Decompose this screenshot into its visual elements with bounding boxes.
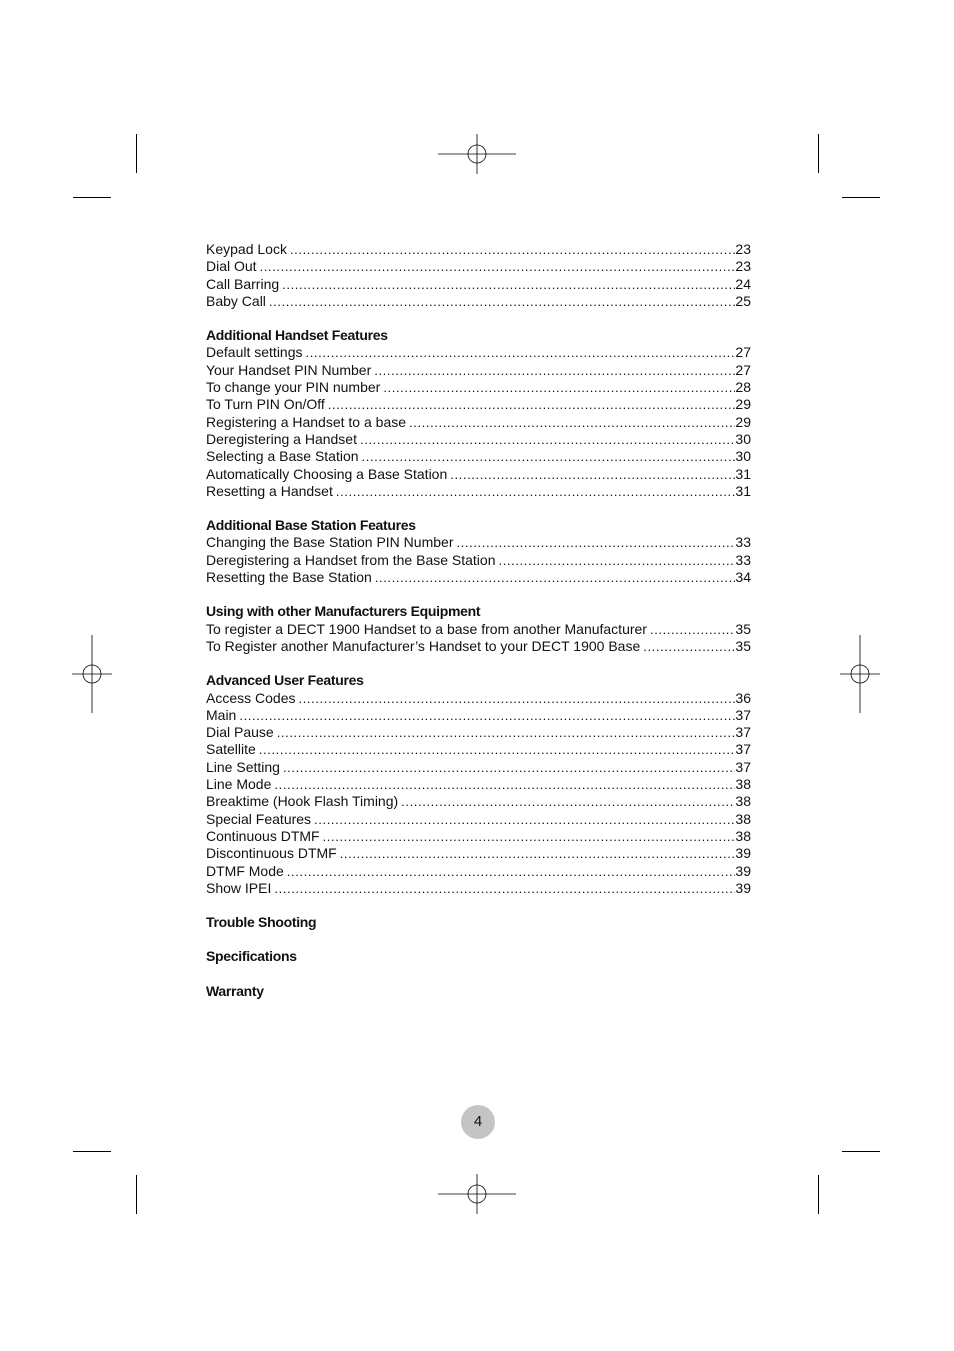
- dot-leader: [336, 483, 736, 500]
- toc-entry[interactable]: [206, 690, 751, 707]
- dot-leader: [239, 707, 735, 724]
- crop-mark: [73, 197, 111, 198]
- toc-entry-page: 38: [735, 810, 751, 827]
- toc-entry-label: DTMF Mode: [206, 862, 284, 879]
- toc-entry-page: 25: [735, 292, 751, 309]
- section-heading[interactable]: Advanced User Features: [206, 672, 364, 689]
- crop-mark: [818, 1175, 819, 1214]
- dot-leader: [456, 534, 735, 551]
- toc-entry-page: 36: [735, 689, 751, 706]
- toc-entry[interactable]: [206, 793, 751, 810]
- dot-leader: [383, 379, 735, 396]
- toc-entry-page: 29: [735, 413, 751, 430]
- dot-leader: [360, 431, 735, 448]
- toc-entry-page: 23: [735, 241, 751, 257]
- dot-leader: [323, 828, 736, 845]
- toc-entry-label: Show IPEI: [206, 879, 272, 896]
- toc-section-advanced: [206, 672, 751, 897]
- dot-leader: [340, 845, 736, 862]
- dot-leader: [643, 638, 735, 655]
- toc-entry[interactable]: [206, 880, 751, 897]
- toc-entry-page: 33: [735, 551, 751, 568]
- toc-entry[interactable]: [206, 276, 751, 293]
- toc-section-other: [206, 603, 751, 655]
- toc-entry[interactable]: [206, 724, 751, 741]
- toc-entry-label: Deregistering a Handset: [206, 430, 357, 447]
- toc-entry[interactable]: [206, 483, 751, 500]
- toc-entry-page: 37: [735, 724, 751, 741]
- toc-entry[interactable]: [206, 431, 751, 448]
- dot-leader: [283, 759, 735, 776]
- crop-mark: [136, 134, 137, 173]
- toc-entry-label: Resetting the Base Station: [206, 569, 372, 586]
- toc-entry-label: To Turn PIN On/Off: [206, 396, 325, 413]
- crop-mark: [73, 1151, 111, 1152]
- toc-heading-warranty[interactable]: Warranty: [206, 982, 264, 999]
- crop-mark: [818, 134, 819, 173]
- dot-leader: [314, 811, 735, 828]
- dot-leader: [374, 362, 735, 379]
- toc-entry-label: Selecting a Base Station: [206, 448, 359, 465]
- toc-entry-page: 30: [735, 448, 751, 465]
- toc-entry-page: 37: [735, 741, 751, 758]
- dot-leader: [287, 863, 736, 880]
- dot-leader: [290, 241, 735, 258]
- registration-mark-icon: [839, 634, 881, 714]
- toc-entry-label: Your Handset PIN Number: [206, 361, 372, 378]
- toc-entry-label: Baby Call: [206, 292, 266, 309]
- dot-leader: [260, 258, 736, 275]
- toc-entry[interactable]: [206, 776, 751, 793]
- toc-entry-label: Breaktime (Hook Flash Timing): [206, 793, 399, 810]
- toc-entry-label: Automatically Choosing a Base Station: [206, 465, 448, 482]
- toc-entry[interactable]: [206, 396, 751, 413]
- dot-leader: [274, 776, 735, 793]
- toc-entry-label: To change your PIN number: [206, 379, 381, 396]
- toc-section-handset: [206, 327, 751, 500]
- toc-entry-page: 31: [735, 465, 751, 482]
- toc-entry-page: 35: [735, 637, 751, 654]
- toc-entry-label: Keypad Lock: [206, 241, 287, 257]
- toc-entry[interactable]: [206, 707, 751, 724]
- toc-entry[interactable]: [206, 811, 751, 828]
- dot-leader: [259, 741, 736, 758]
- toc-entry[interactable]: [206, 638, 751, 655]
- toc-section-base: [206, 517, 751, 586]
- dot-leader: [375, 569, 736, 586]
- dot-leader: [328, 396, 736, 413]
- toc-entry-page: 30: [735, 430, 751, 447]
- toc-entry-label: To Register another Manufacturer’s Handset to your DECT 1900 Base: [206, 637, 641, 654]
- dot-leader: [274, 880, 735, 897]
- dot-leader: [362, 448, 736, 465]
- toc-entry[interactable]: [206, 863, 751, 880]
- toc-entry[interactable]: [206, 534, 751, 551]
- crop-mark: [842, 197, 880, 198]
- dot-leader: [277, 724, 736, 741]
- toc-entry-label: Line Mode: [206, 776, 272, 793]
- crop-mark: [136, 1175, 137, 1214]
- dot-leader: [499, 552, 736, 569]
- toc-entry[interactable]: [206, 414, 751, 431]
- page-number-badge: 4: [461, 1105, 495, 1139]
- dot-leader: [401, 793, 735, 810]
- toc-entry-label: Main: [206, 706, 237, 723]
- toc-entry-label: Special Features: [206, 810, 312, 827]
- toc-entry-page: 27: [735, 344, 751, 361]
- crop-mark: [842, 1151, 880, 1152]
- toc-entry-label: Satellite: [206, 741, 256, 758]
- dot-leader: [650, 621, 735, 638]
- toc-entry-label: Continuous DTMF: [206, 827, 320, 844]
- toc-entry-page: 37: [735, 758, 751, 775]
- toc-entry-page: 39: [735, 845, 751, 862]
- dot-leader: [298, 690, 735, 707]
- toc-entry[interactable]: [206, 569, 751, 586]
- toc-entry[interactable]: [206, 741, 751, 758]
- toc-entry-page: 39: [735, 862, 751, 879]
- toc-entry-page: 27: [735, 361, 751, 378]
- toc-entry-page: 33: [735, 534, 751, 551]
- toc-entry-label: Dial Pause: [206, 724, 274, 741]
- registration-mark-icon: [437, 133, 517, 175]
- toc-entry[interactable]: [206, 379, 751, 396]
- section-heading[interactable]: Additional Handset Features: [206, 327, 388, 344]
- toc-entry-label: Dial Out: [206, 258, 257, 275]
- toc-entry-page: 28: [735, 379, 751, 396]
- toc-entry[interactable]: [206, 845, 751, 862]
- toc-entry-label: Deregistering a Handset from the Base Station: [206, 551, 496, 568]
- toc-entry-page: 24: [735, 275, 751, 292]
- toc-entry[interactable]: [206, 621, 751, 638]
- toc-entry-label: To register a DECT 1900 Handset to a base from another Manufacturer: [206, 620, 647, 637]
- toc-entry-page: 38: [735, 793, 751, 810]
- toc-entry-label: Access Codes: [206, 689, 296, 706]
- toc-entry-label: Resetting a Handset: [206, 482, 333, 499]
- toc-entry-label: Registering a Handset to a base: [206, 413, 407, 430]
- dot-leader: [269, 293, 736, 310]
- toc-entry-label: Line Setting: [206, 758, 280, 775]
- toc-entry[interactable]: [206, 828, 751, 845]
- toc-entry-page: 31: [735, 482, 751, 499]
- toc-entry-page: 34: [735, 569, 751, 586]
- dot-leader: [306, 344, 736, 361]
- toc-entry[interactable]: [206, 448, 751, 465]
- section-heading[interactable]: Using with other Manufacturers Equipment: [206, 603, 481, 620]
- toc-heading-trouble-shooting[interactable]: Trouble Shooting: [206, 914, 317, 931]
- registration-mark-icon: [71, 634, 113, 714]
- toc-entry-page: 35: [735, 620, 751, 637]
- toc-entry[interactable]: [206, 552, 751, 569]
- toc-entry-label: Changing the Base Station PIN Number: [206, 534, 454, 551]
- toc-entry[interactable]: [206, 258, 751, 275]
- toc-entry[interactable]: [206, 344, 751, 361]
- toc-entry-page: 23: [735, 258, 751, 275]
- toc-entry-label: Default settings: [206, 344, 303, 361]
- toc-entry-page: 39: [735, 879, 751, 896]
- dot-leader: [282, 276, 735, 293]
- section-heading[interactable]: Additional Base Station Features: [206, 517, 416, 534]
- dot-leader: [450, 466, 735, 483]
- toc-heading-specifications[interactable]: Specifications: [206, 948, 297, 965]
- registration-mark-icon: [437, 1173, 517, 1215]
- table-of-contents: [206, 241, 751, 1017]
- toc-entry-label: Call Barring: [206, 275, 280, 292]
- toc-entry-page: 38: [735, 776, 751, 793]
- toc-entry[interactable]: [206, 759, 751, 776]
- toc-entry-page: 38: [735, 827, 751, 844]
- toc-section-intro: [206, 241, 751, 310]
- toc-entry-page: 29: [735, 396, 751, 413]
- toc-entry[interactable]: [206, 241, 751, 258]
- toc-entry-page: 37: [735, 706, 751, 723]
- dot-leader: [409, 414, 735, 431]
- toc-entry[interactable]: [206, 362, 751, 379]
- toc-entry[interactable]: [206, 293, 751, 310]
- toc-entry-label: Discontinuous DTMF: [206, 845, 337, 862]
- toc-entry[interactable]: [206, 466, 751, 483]
